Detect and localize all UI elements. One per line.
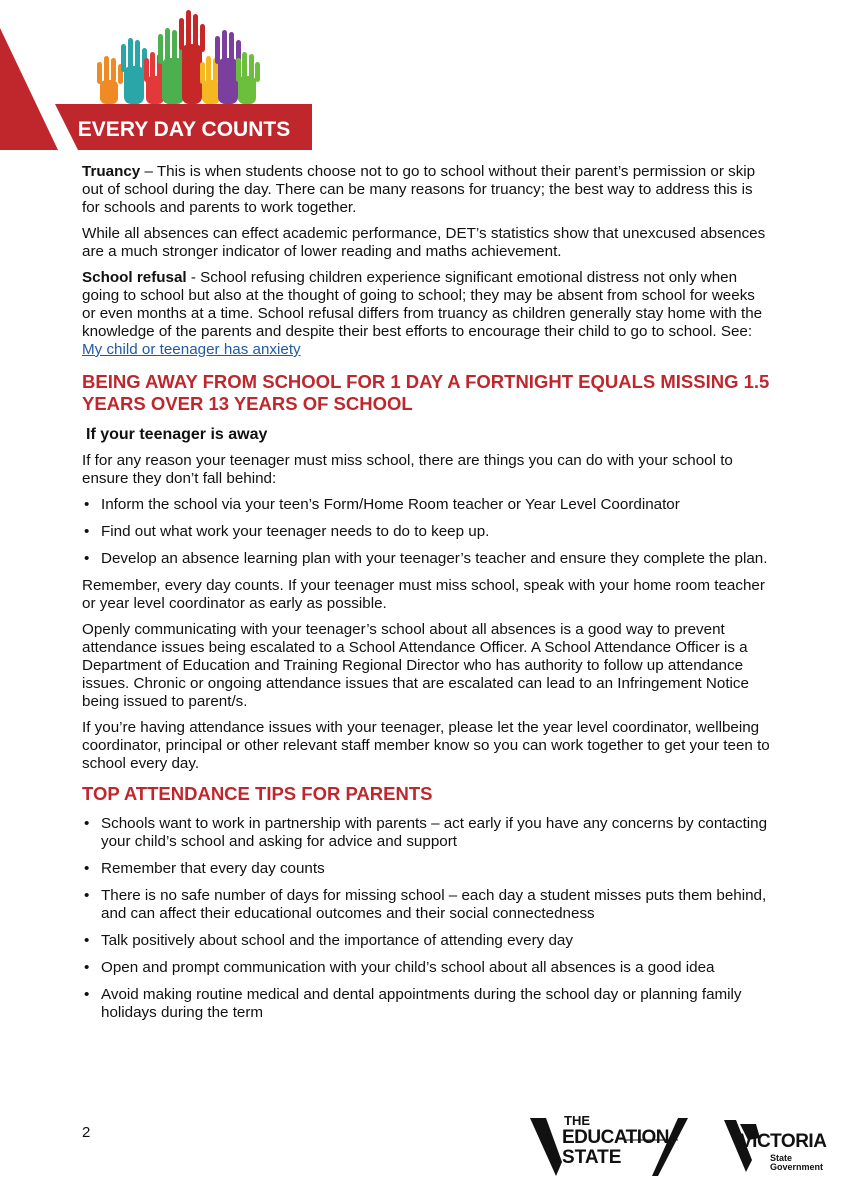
hands-icon — [97, 10, 260, 104]
list-item: • Talk positively about school and the importance of attending every day — [84, 932, 573, 949]
bullet-icon: • — [84, 815, 90, 832]
state-government-line2: Government — [770, 1162, 824, 1172]
list-item: • Open and prompt communication with your child’s school about all absences is a good idea — [84, 959, 715, 976]
bullet-icon: • — [84, 932, 90, 949]
list-item: • Develop an absence learning plan with your teenager’s teacher and ensure they complete the plan. — [84, 550, 768, 567]
list-item: • Remember that every day counts — [84, 860, 325, 877]
communicating-paragraph: Openly communicating with your teenager’s school about all absences is a good way to prevent attendance issues being escalated to a School Attendance Officer. A School Attendance Officer is a Department of Education and Training Regional Director who has authority to follow up attendance issues. Chronic or ongoing attendance issues that are escalated can lead to an Infringement Notice being issued to parent/s. — [82, 621, 749, 710]
bullet-icon: • — [84, 523, 90, 540]
every-day-counts-logo — [0, 0, 330, 160]
state-government-line1: State — [770, 1153, 793, 1163]
bullet-icon: • — [84, 986, 90, 1003]
bullet-icon: • — [84, 860, 90, 877]
absences-paragraph: While all absences can effect academic performance, DET’s statistics show that unexcused absences are a much stronger indicator of lower reading and maths achievement. — [82, 225, 766, 260]
document-body — [82, 163, 772, 1031]
list-item: • Inform the school via your teen’s Form/Home Room teacher or Year Level Coordinator — [84, 496, 680, 513]
subheading-away: If your teenager is away — [86, 426, 268, 443]
bullet-icon: • — [84, 496, 90, 513]
truancy-term: Truancy — [82, 163, 141, 180]
state-word: STATE — [562, 1147, 622, 1168]
truancy-text: – This is when students choose not to go to school without their parent’s permission or skip out of school during the day. There can be many reasons for truancy; the best way to address this is for schools and parents to work together. — [82, 163, 756, 216]
page-number: 2 — [82, 1124, 91, 1141]
list-item: • There is no safe number of days for missing school – each day a student misses puts them behind, and can affect their educational outcomes and their social connectedness — [84, 887, 767, 922]
education-the: THE — [564, 1113, 590, 1128]
away-list — [82, 496, 772, 568]
list-item: • Find out what work your teenager needs to do to keep up. — [84, 523, 490, 540]
education-word: EDUCATION — [562, 1127, 670, 1148]
footer-logos — [528, 1110, 828, 1180]
refusal-term: School refusal — [82, 269, 187, 286]
anxiety-link[interactable]: My child or teenager has anxiety — [82, 341, 301, 358]
refusal-paragraph — [82, 269, 772, 359]
victoria-word: VICTORIA — [740, 1131, 827, 1152]
list-item: • Schools want to work in partnership with parents – act early if you have any concerns by contacting your child’s school and asking for advice and support — [84, 815, 768, 850]
away-intro: If for any reason your teenager must miss school, there are things you can do with your school to ensure they don’t fall behind: — [82, 452, 733, 487]
truancy-paragraph — [82, 163, 772, 217]
refusal-text: - School refusing children experience significant emotional distress not only when going to school but also at the thought of going to school; they may be absent from school for weeks or even months at a time. School refusal differs from truancy as children generally stay home with the knowledge of the parents and despite their best efforts to encourage their child to go to school. See: — [82, 269, 763, 340]
remember-paragraph: Remember, every day counts. If your teenager must miss school, speak with your home room teacher or year level coordinator as early as possible. — [82, 577, 765, 612]
banner-title: EVERY DAY COUNTS — [77, 118, 291, 141]
heading-tips: TOP ATTENDANCE TIPS FOR PARENTS — [82, 783, 433, 804]
bullet-icon: • — [84, 550, 90, 567]
issues-paragraph: If you’re having attendance issues with your teenager, please let the year level coordinator, wellbeing coordinator, principal or other relevant staff member know so you can work together to get your teen to school every day. — [82, 719, 770, 772]
bullet-icon: • — [84, 887, 90, 904]
tips-list — [82, 815, 772, 1022]
bullet-icon: • — [84, 959, 90, 976]
list-item: • Avoid making routine medical and dental appointments during the school day or planning family holidays during the term — [84, 986, 742, 1021]
heading-fortnight: BEING AWAY FROM SCHOOL FOR 1 DAY A FORTNIGHT EQUALS MISSING 1.5 YEARS OVER 13 YEARS OF SCHOOL — [82, 371, 770, 414]
